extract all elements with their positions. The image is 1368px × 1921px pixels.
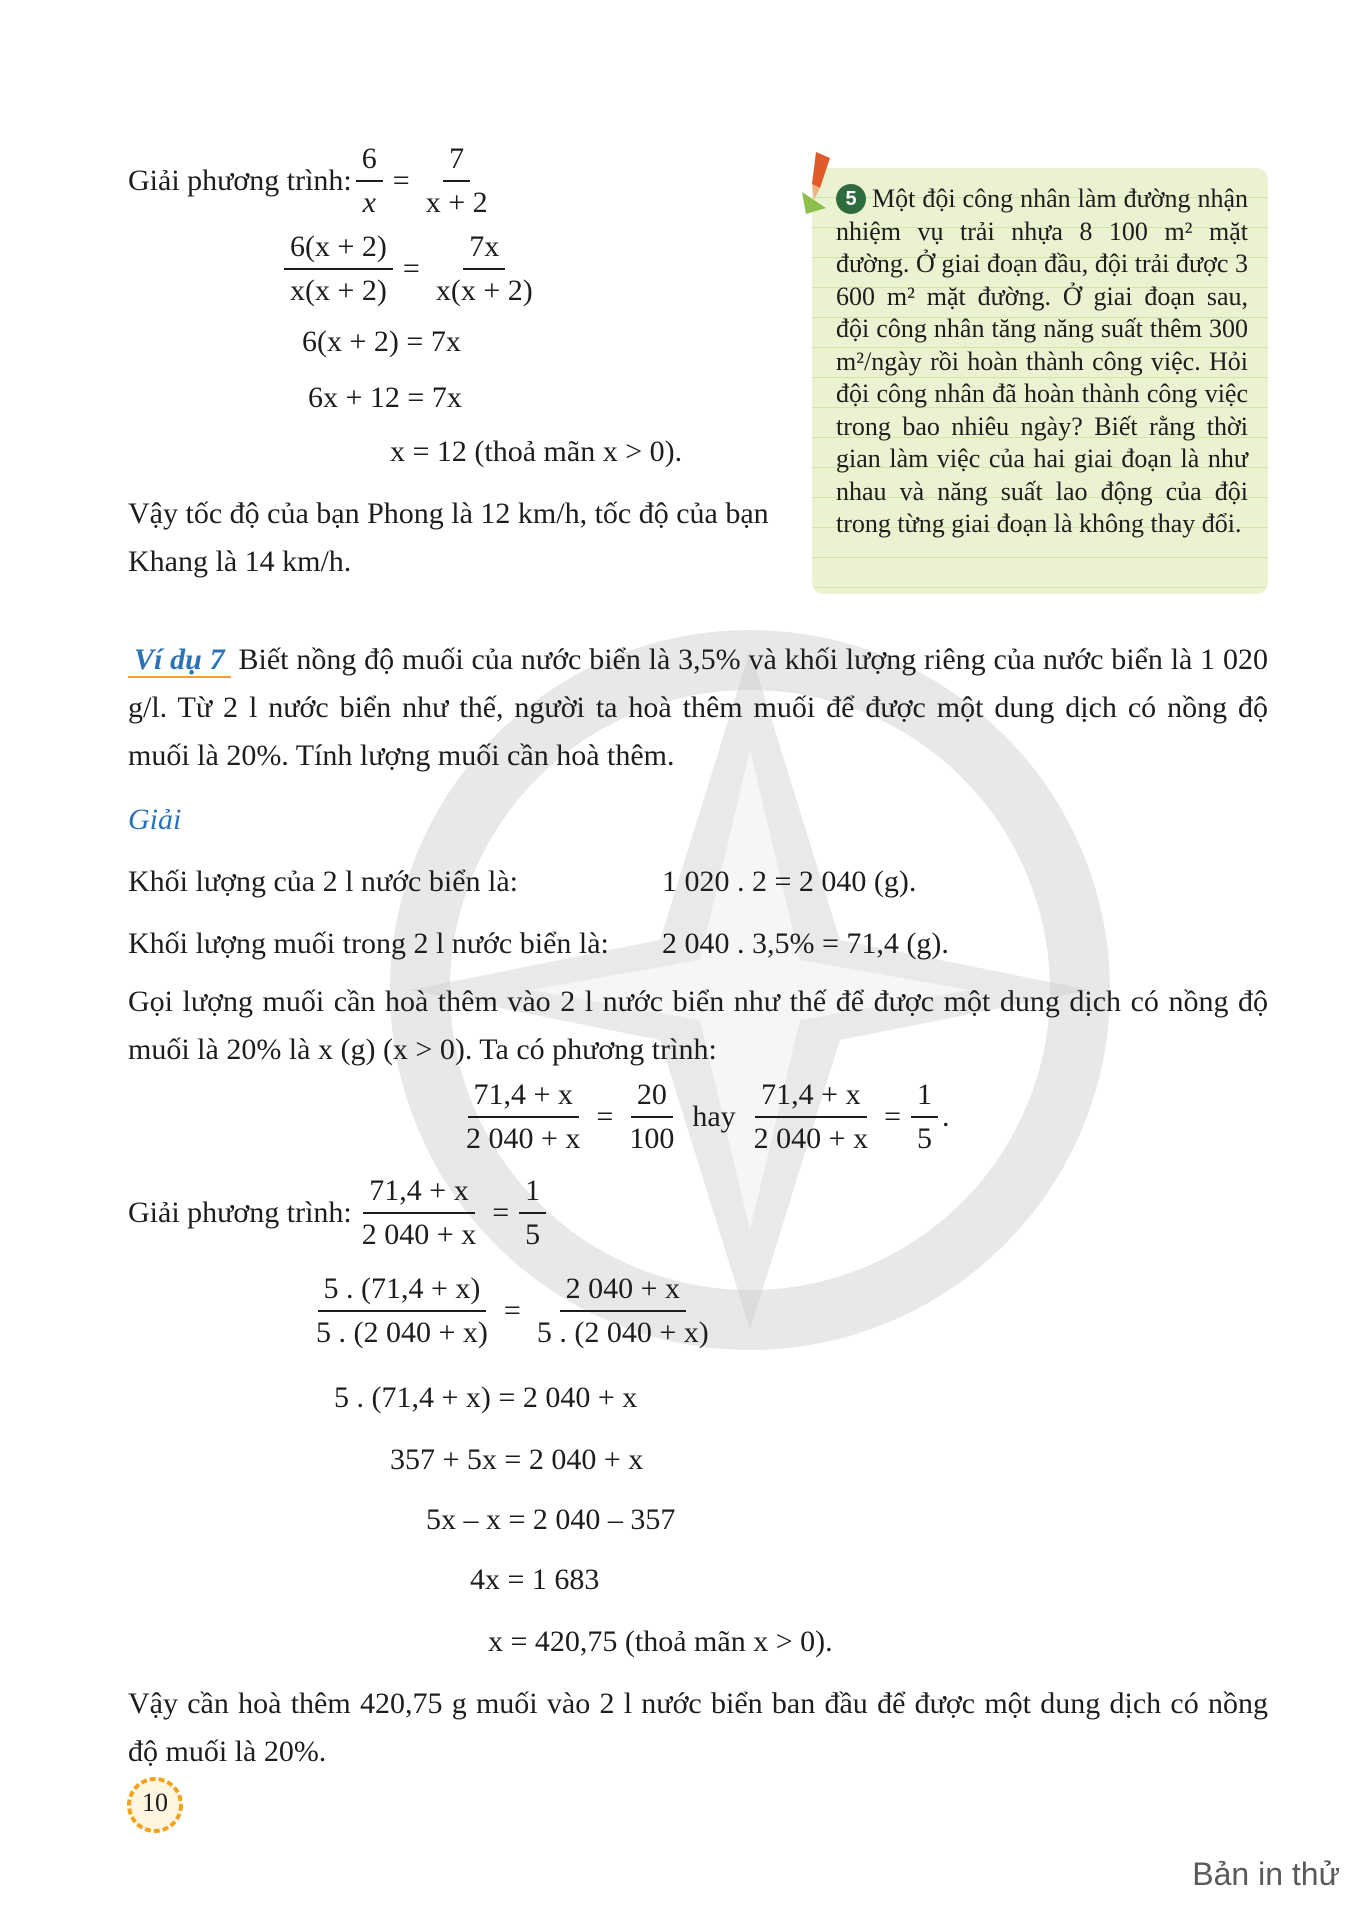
denominator: 5 . (2 040 + x) (316, 1316, 488, 1349)
fraction (284, 228, 393, 310)
numerator: 6 (356, 140, 383, 182)
equals-sign: = (503, 1294, 521, 1327)
equation-intro: Giải phương trình: (128, 1196, 352, 1229)
setup-text: Gọi lượng muối cần hoà thêm vào 2 l nước biển như thế để được một dung dịch có nồng độ muối là 20% là x (g) (x > 0). Ta có phương trình: (128, 985, 1268, 1066)
equation-1-line-1 (128, 140, 498, 222)
numerator: 7x (463, 228, 505, 270)
exercise-note-text (836, 183, 1248, 541)
draft-label: Bản in thử (1192, 1856, 1340, 1892)
equation-2-line-4: 357 + 5x = 2 040 + x (390, 1443, 644, 1476)
denominator: 2 040 + x (753, 1122, 869, 1155)
denominator: 5 . (2 040 + x) (536, 1316, 709, 1349)
word-hay: hay (692, 1100, 736, 1133)
fraction (310, 1270, 494, 1352)
numerator: 1 (519, 1172, 546, 1214)
fraction (748, 1076, 874, 1158)
fraction (356, 140, 383, 222)
fraction (430, 228, 539, 310)
denominator: x (362, 186, 376, 219)
equation-1-line-4: 6x + 12 = 7x (308, 381, 462, 414)
numerator: 1 (911, 1076, 938, 1118)
conclusion-2: Vậy cần hoà thêm 420,75 g muối vào 2 l nước biển ban đầu để được một dung dịch có nồng độ muối là 20%. (128, 1687, 1268, 1768)
equation-2-line-5: 5x – x = 2 040 – 357 (426, 1503, 676, 1536)
equals-sign: = (596, 1100, 614, 1133)
example-label: Ví dụ 7 (128, 643, 231, 678)
numerator: 71,4 + x (468, 1076, 579, 1118)
numerator: 71,4 + x (363, 1172, 474, 1214)
numerator: 5 . (71,4 + x) (318, 1270, 487, 1312)
solution-label: Giải (128, 803, 182, 836)
denominator: x(x + 2) (290, 274, 387, 307)
example-7-problem (128, 636, 1268, 780)
equation-2-line-3: 5 . (71,4 + x) = 2 040 + x (334, 1381, 638, 1414)
denominator: x + 2 (425, 186, 488, 219)
equation-intro: Giải phương trình: (128, 164, 352, 197)
setup-equation (456, 1076, 950, 1158)
fraction (531, 1270, 715, 1352)
equals-sign: = (402, 252, 420, 285)
mass-value: 1 020 . 2 = 2 040 (g). (662, 865, 917, 898)
page-number: 10 (142, 1788, 168, 1817)
equation-1-line-3: 6(x + 2) = 7x (302, 325, 461, 358)
equation-2-line-1 (128, 1172, 550, 1254)
equation-2-line-6: 4x = 1 683 (470, 1563, 600, 1596)
denominator: x(x + 2) (435, 274, 533, 307)
denominator: 100 (629, 1122, 675, 1155)
salt-label: Khối lượng muối trong 2 l nước biển là: (128, 927, 609, 960)
numerator: 2 040 + x (560, 1270, 686, 1312)
fraction (356, 1172, 482, 1254)
numerator: 20 (631, 1076, 673, 1118)
period: . (942, 1100, 950, 1133)
equation-2-line-7: x = 420,75 (thoả mãn x > 0). (488, 1625, 833, 1658)
equation-1-line-5: x = 12 (thoả mãn x > 0). (390, 435, 683, 468)
fraction (519, 1172, 546, 1254)
exercise-number-badge: 5 (836, 184, 866, 214)
example-problem-text: Biết nồng độ muối của nước biển là 3,5% và khối lượng riêng của nước biển là 1 020 g/l. Từ 2 l nước biển như thế, người ta hoà thêm muối để được một dung dịch có nồng độ muối là 20%. Tính lượng muối cần hoà thêm. (128, 643, 1269, 772)
fraction (420, 140, 494, 222)
denominator: 2 040 + x (466, 1122, 581, 1155)
fraction (460, 1076, 586, 1158)
equation-1-line-2 (280, 228, 543, 310)
denominator: 5 (917, 1122, 933, 1155)
salt-value: 2 040 . 3,5% = 71,4 (g). (662, 927, 949, 960)
equation-2-line-2 (306, 1270, 719, 1352)
mass-label: Khối lượng của 2 l nước biển là: (128, 865, 518, 898)
exercise-body: Một đội công nhân làm đường nhận nhiệm vụ trải nhựa 8 100 m² mặt đường. Ở giai đoạn đầu, đội trải được 3 600 m² mặt đường. Ở giai đoạn sau, đội công nhân tăng năng suất thêm 300 m²/ngày rồi hoàn thành công việc. Hỏi đội công nhân đã hoàn thành công việc trong bao nhiêu ngày? Biết rằng thời gian làm việc của hai giai đoạn là như nhau và năng suất lao động của đội trong từng giai đoạn là không thay đổi. (836, 184, 1248, 538)
fraction (623, 1076, 680, 1158)
equals-sign: = (492, 1196, 510, 1229)
fraction (911, 1076, 938, 1158)
denominator: 2 040 + x (361, 1218, 477, 1251)
equals-sign: = (392, 164, 410, 197)
equals-sign: = (884, 1100, 902, 1133)
conclusion-1: Vậy tốc độ của bạn Phong là 12 km/h, tốc độ của bạn Khang là 14 km/h. (128, 497, 769, 578)
denominator: 5 (525, 1218, 541, 1251)
numerator: 7 (443, 140, 470, 182)
numerator: 71,4 + x (755, 1076, 866, 1118)
numerator: 6(x + 2) (284, 228, 393, 270)
